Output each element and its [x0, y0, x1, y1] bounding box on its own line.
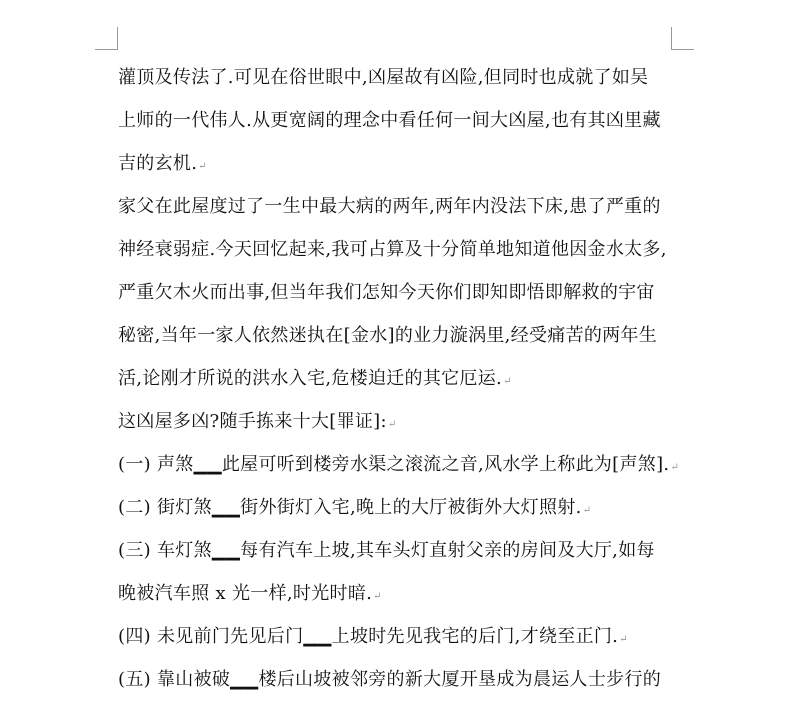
text-line: 神经衰弱症.今天回忆起来,我可占算及十分简单地知道他因金水太多,: [118, 239, 667, 260]
paragraph-mark-icon: ↵: [582, 505, 592, 516]
text-line: 家父在此屋度过了一生中最大病的两年,两年内没法下床,患了严重的: [118, 196, 661, 217]
paragraph-mark-icon: ↵: [373, 591, 382, 602]
text-line: 灌顶及传法了.可见在俗世眼中,凶屋故有凶险,但同时也成就了如吴: [118, 67, 649, 88]
document-body: [118, 56, 678, 701]
text-line: (五) 靠山被破▁▁楼后山坡被邻旁的新大厦开垦成为晨运人士步行的: [118, 669, 662, 690]
paragraph-mark-icon: ↵: [198, 161, 207, 172]
text-line: 吉的玄机.↵: [118, 153, 207, 174]
text-line: (四) 未见前门先见后门▁▁上坡时先见我宅的后门,才绕至正门.↵: [118, 626, 628, 647]
text-line: (三) 车灯煞▁▁每有汽车上坡,其车头灯直射父亲的房间及大厅,如每: [118, 540, 655, 561]
text-line: 这凶屋多凶?随手拣来十大[罪证]:↵: [118, 411, 397, 432]
paragraph-mark-icon: ↵: [619, 634, 628, 645]
text-line: 晚被汽车照 x 光一样,时光时暗.↵: [118, 583, 382, 604]
text-line: (二) 街灯煞▁▁街外街灯入宅,晚上的大厅被街外大灯照射.↵: [118, 497, 592, 518]
text-line: 上师的一代伟人.从更宽阔的理念中看任何一间大凶屋,也有其凶里藏: [118, 110, 661, 131]
paragraph-mark-icon: ↵: [387, 419, 397, 430]
paragraph-mark-icon: ↵: [670, 462, 680, 473]
margin-corner-top-left: [95, 27, 118, 50]
text-line: 活,论刚才所说的洪水入宅,危楼迫迁的其它厄运.↵: [118, 368, 512, 389]
text-line: 秘密,当年一家人依然迷执在[金水]的业力漩涡里,经受痛苦的两年生: [118, 325, 658, 346]
text-line: (一) 声煞▁▁此屋可听到楼旁水渠之滚流之音,风水学上称此为[声煞].↵: [118, 454, 680, 475]
paragraph-mark-icon: ↵: [503, 376, 512, 387]
text-line: 严重欠木火而出事,但当年我们怎知今天你们即知即悟即解救的宇宙: [118, 282, 655, 303]
margin-corner-top-right: [671, 27, 694, 50]
